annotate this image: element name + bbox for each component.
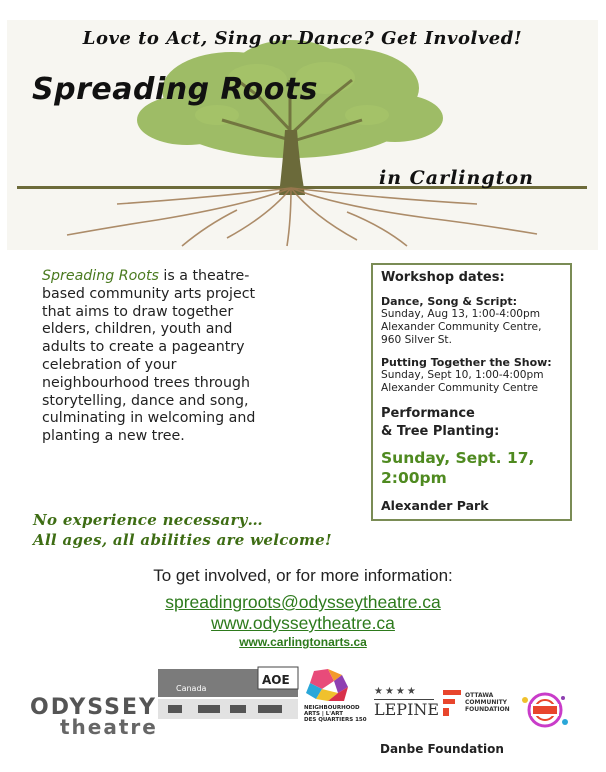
session2-line: Sunday, Sept 10, 1:00-4:00pm [381, 369, 544, 381]
website-link[interactable]: www.odysseytheatre.ca [211, 613, 395, 633]
performance-date-line1: Sunday, Sept. 17, [381, 449, 535, 467]
project-name: Spreading Roots [42, 268, 159, 284]
intro-paragraph [42, 268, 257, 446]
intro-body: is a theatre-based community arts project that aims to draw together elders, children, youth and adults to create a pageantry celebration of your neighbourhood trees through storytelling, dance and song, culminating in welcoming and planting a new tree. [42, 268, 256, 445]
odyssey-theatre-logo: ODYSSEY theatre [30, 695, 158, 739]
note-line2: All ages, all abilities are welcome! [33, 531, 332, 549]
performance-line1: Performance [381, 406, 475, 421]
hero-banner [7, 20, 598, 250]
ottawa-2017-logo [517, 690, 573, 730]
carlington-link[interactable]: www.carlingtonarts.ca [239, 635, 367, 649]
ocf-mark-icon [443, 690, 461, 716]
session1-line: Alexander Community Centre, [381, 321, 542, 333]
funders-logo-band [158, 663, 367, 723]
session1-label: Dance, Song & Script: [381, 295, 517, 308]
session1-line: 960 Silver St. [381, 334, 452, 346]
performance-location: Alexander Park [381, 498, 489, 513]
poster-title: Spreading Roots [32, 72, 319, 107]
ottawa-community-foundation-logo: OTTAWA COMMUNITY FOUNDATION [443, 690, 511, 730]
canada-wordmark: Canada [176, 684, 207, 693]
svg-text:ARTS | L'ART: ARTS | L'ART [304, 711, 343, 717]
danbe-foundation-label: Danbe Foundation [380, 742, 504, 756]
aoe-logo: AOE [262, 673, 290, 687]
session2-line: Alexander Community Centre [381, 382, 539, 394]
workshop-info-box [371, 263, 572, 521]
workshop-heading: Workshop dates: [381, 270, 505, 285]
session2-label: Putting Together the Show: [381, 356, 552, 369]
session1-line: Sunday, Aug 13, 1:00-4:00pm [381, 308, 541, 320]
svg-text:DES QUARTIERS 150: DES QUARTIERS 150 [304, 717, 367, 723]
note-line1: No experience necessary… [33, 511, 263, 529]
contact-prompt: To get involved, or for more information: [153, 566, 453, 585]
email-link[interactable]: spreadingroots@odysseytheatre.ca [165, 592, 441, 612]
performance-line2: & Tree Planting: [381, 424, 500, 439]
welcome-note [33, 510, 332, 550]
lepine-logo: ★★★★ LEPINE [374, 686, 440, 719]
performance-date-line2: 2:00pm [381, 469, 447, 487]
svg-text:NEIGHBOURHOOD: NEIGHBOURHOOD [304, 705, 360, 711]
tagline: Love to Act, Sing or Dance? Get Involved! [82, 28, 523, 49]
tree-illustration [7, 20, 598, 250]
contact-links [0, 592, 606, 650]
performance-date [381, 448, 562, 488]
poster-subtitle: in Carlington [379, 167, 534, 189]
